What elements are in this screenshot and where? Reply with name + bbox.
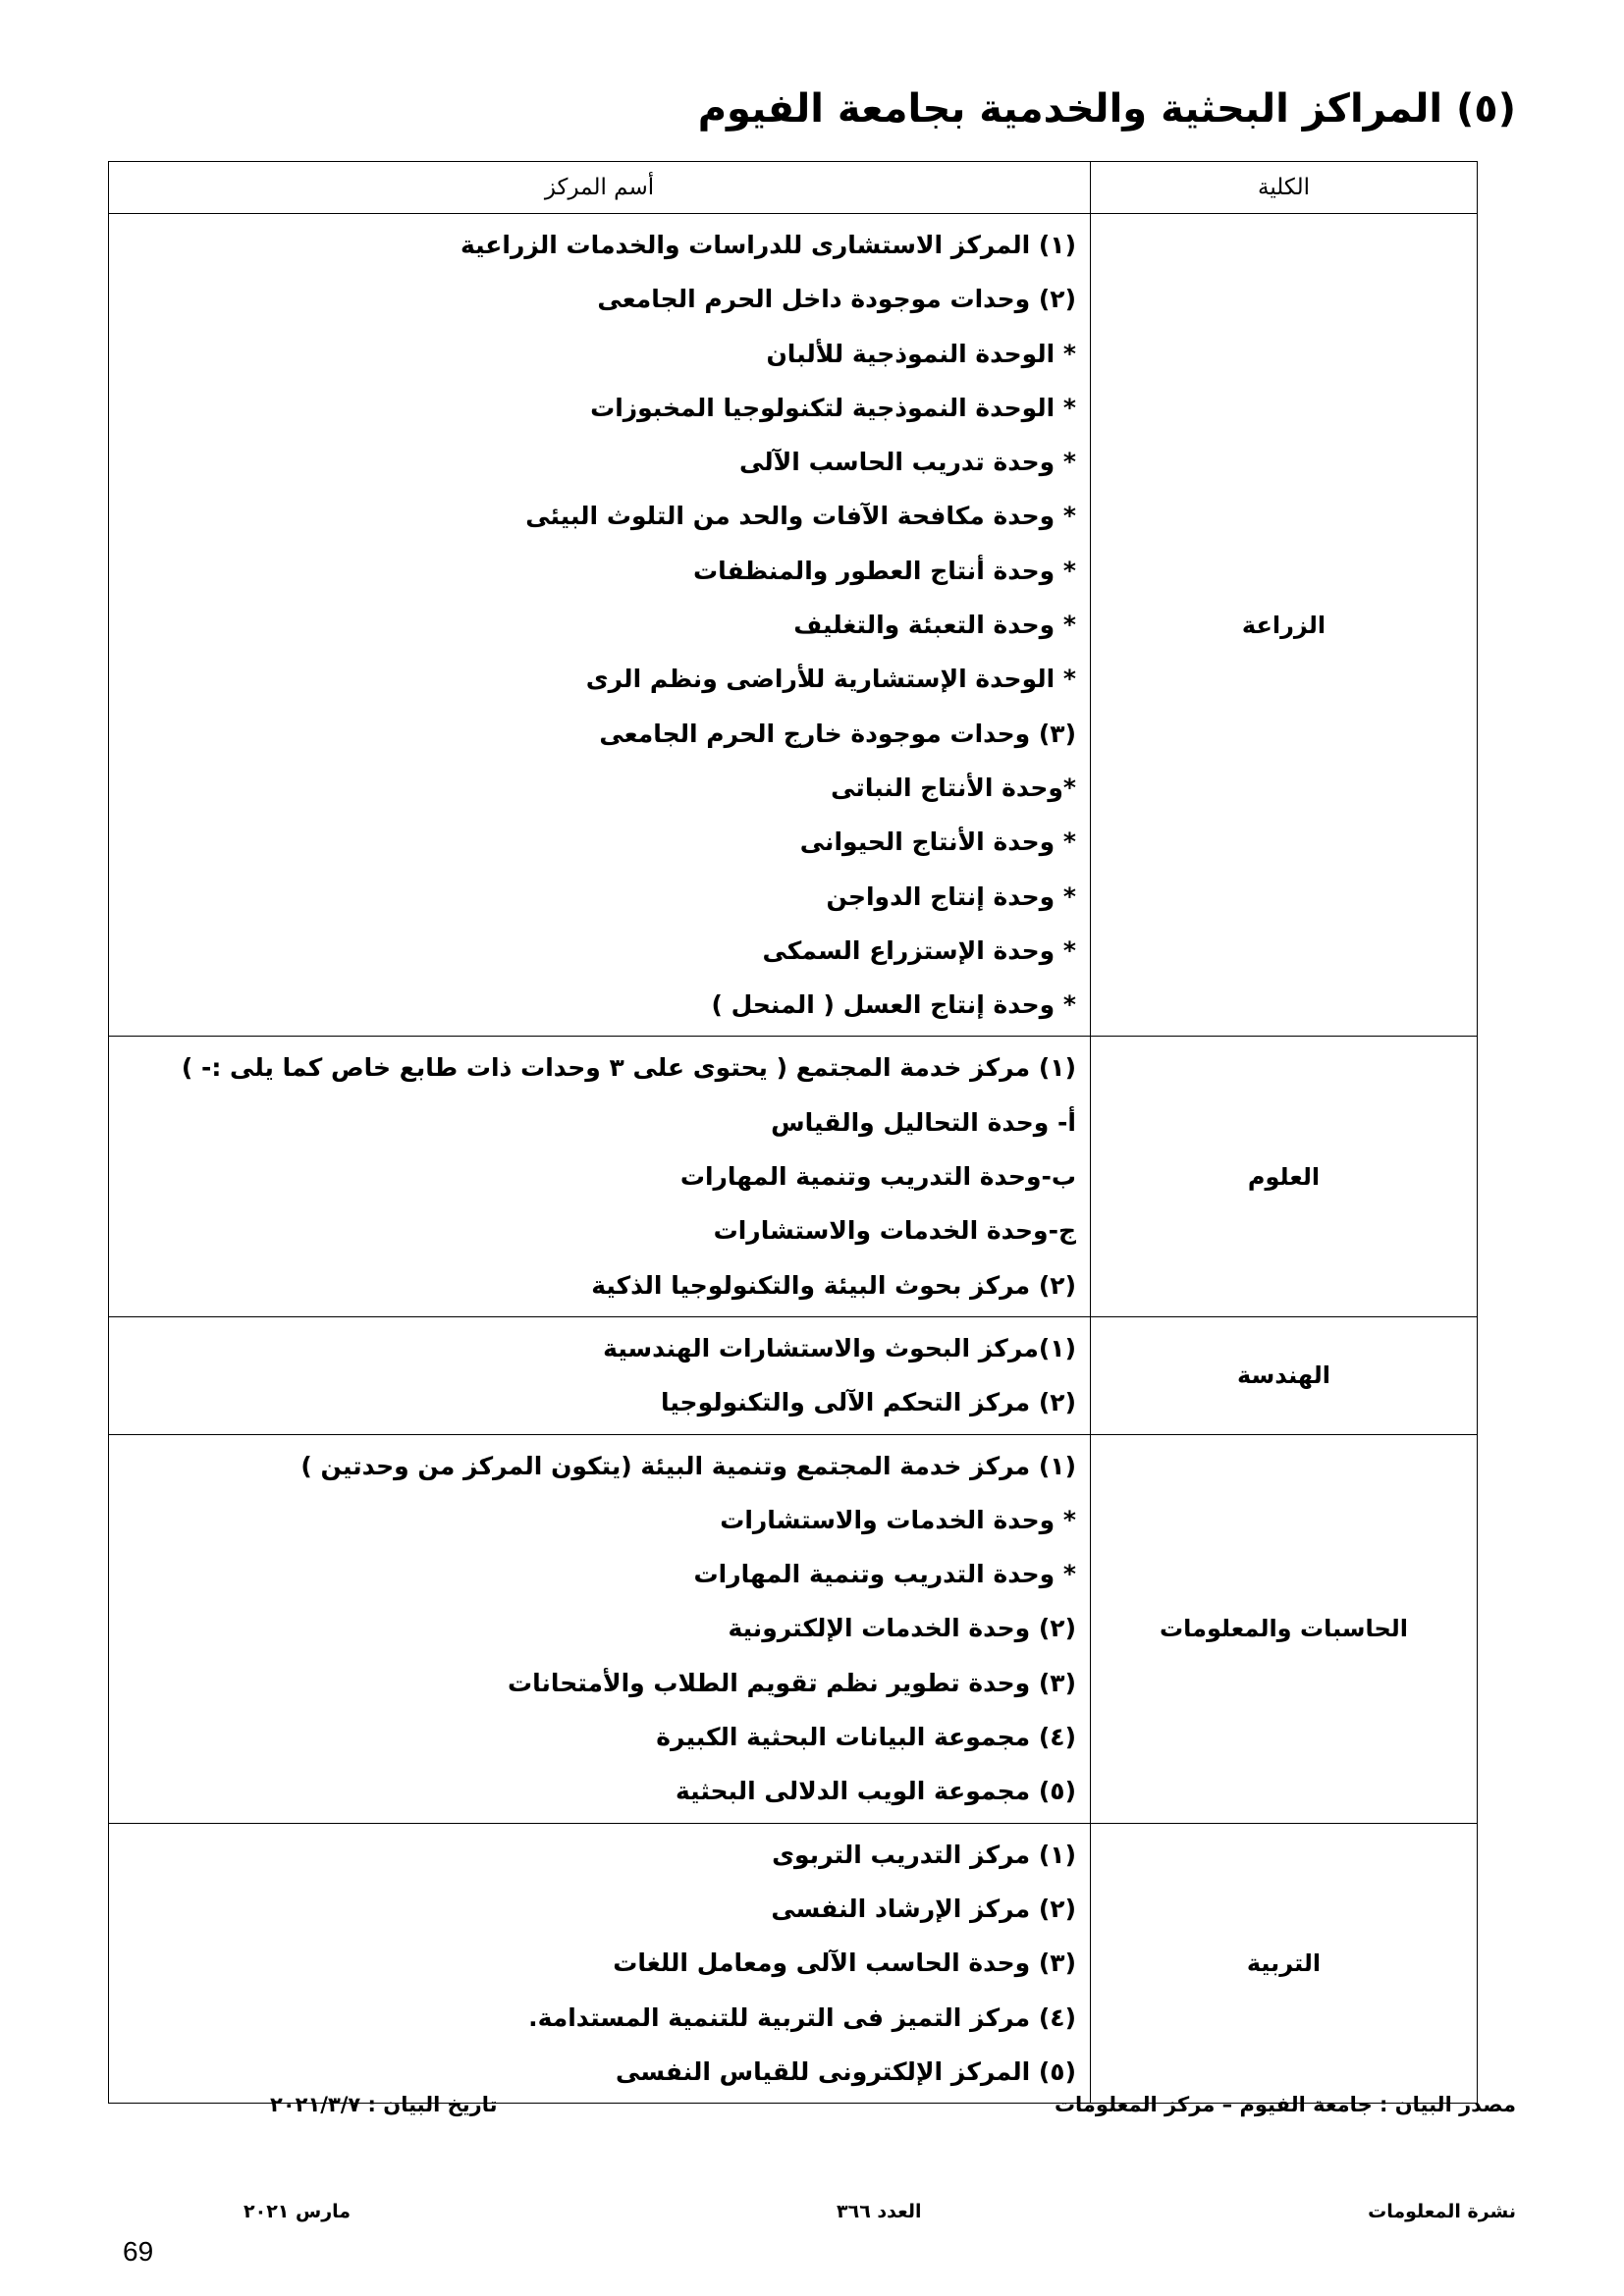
center-item: *وحدة الأنتاج النباتى — [831, 773, 1076, 802]
center-item: (١) المركز الاستشارى للدراسات والخدمات الزراعية — [460, 231, 1076, 259]
center-item: أ- وحدة التحاليل والقياس — [771, 1107, 1076, 1137]
page-title: (٥) المراكز البحثية والخدمية بجامعة الفيوم — [697, 86, 1516, 132]
center-item: (٢) مركز الإرشاد النفسى — [771, 1894, 1076, 1923]
table-row — [109, 1037, 1478, 1316]
header-center-name: أسم المركز — [109, 162, 1091, 214]
center-item: * الوحدة النموذجية للألبان — [766, 339, 1076, 368]
table-row — [109, 214, 1478, 1037]
center-item: ج-وحدة الخدمات والاستشارات — [713, 1216, 1076, 1246]
table-header-row — [109, 162, 1478, 214]
issue-month: مارس ٢٠٢١ — [244, 2201, 352, 2222]
center-item: (٢) وحدة الخدمات الإلكترونية — [728, 1614, 1076, 1643]
data-date: تاريخ البيان : ٢٠٢١/٣/٧ — [270, 2093, 498, 2116]
center-item: (٣) وحدة الحاسب الآلى ومعامل اللغات — [613, 1949, 1076, 1978]
data-source: مصدر البيان : جامعة الفيوم – مركز المعلومات — [1054, 2093, 1516, 2116]
bulletin-name: نشرة المعلومات — [1368, 2201, 1516, 2222]
center-item: (٤) مركز التميز فى التربية للتنمية المستدامة. — [528, 2002, 1076, 2032]
center-item: * وحدة إنتاج العسل ( المنحل ) — [711, 990, 1076, 1020]
table-row — [109, 1823, 1478, 2103]
center-item: * وحدة التدريب وتنمية المهارات — [693, 1560, 1076, 1589]
center-item: (٤) مجموعة البيانات البحثية الكبيرة — [656, 1723, 1076, 1752]
center-list — [109, 1434, 1091, 1823]
center-item: (٥) مجموعة الويب الدلالى البحثية — [675, 1777, 1076, 1806]
center-item: * وحدة الخدمات والاستشارات — [720, 1505, 1076, 1534]
table-row — [109, 1316, 1478, 1434]
page-number: 69 — [123, 2236, 154, 2267]
faculty-name: الزراعة — [1091, 214, 1478, 1037]
center-item: * وحدة تدريب الحاسب الآلى — [739, 448, 1076, 477]
center-item: (١) مركز التدريب التربوى — [772, 1840, 1076, 1869]
issue-number: العدد ٣٦٦ — [837, 2201, 922, 2222]
research-centers-table — [108, 161, 1478, 2104]
center-item: (٢) وحدات موجودة داخل الحرم الجامعى — [597, 285, 1076, 314]
center-list — [109, 1037, 1091, 1316]
center-item: (٢) مركز بحوث البيئة والتكنولوجيا الذكية — [591, 1270, 1076, 1300]
center-item: (٢) مركز التحكم الآلى والتكنولوجيا — [660, 1388, 1076, 1417]
center-item: * الوحدة النموذجية لتكنولوجيا المخبوزات — [590, 393, 1076, 422]
faculty-name: الحاسبات والمعلومات — [1091, 1434, 1478, 1823]
center-item: * وحدة مكافحة الآفات والحد من التلوث البيئى — [525, 502, 1076, 531]
center-item: (٣) وحدة تطوير نظم تقويم الطلاب والأمتحانات — [508, 1668, 1076, 1697]
center-item: * الوحدة الإستشارية للأراضى ونظم الرى — [585, 665, 1076, 694]
center-item: * وحدة الأنتاج الحيوانى — [799, 828, 1076, 857]
faculty-name: الهندسة — [1091, 1316, 1478, 1434]
center-list — [109, 1316, 1091, 1434]
faculty-name: التربية — [1091, 1823, 1478, 2103]
center-item: * وحدة أنتاج العطور والمنظفات — [692, 556, 1076, 585]
center-item: (٥) المركز الإلكترونى للقياس النفسى — [616, 2056, 1076, 2086]
header-faculty: الكلية — [1091, 162, 1478, 214]
center-item: (١) مركز خدمة المجتمع وتنمية البيئة (يتكون المركز من وحدتين ) — [300, 1451, 1076, 1480]
center-item: (١)مركز البحوث والاستشارات الهندسية — [603, 1333, 1076, 1362]
center-item: * وحدة إنتاج الدواجن — [826, 881, 1076, 911]
center-list — [109, 1823, 1091, 2103]
center-item: * وحدة الإستزراع السمكى — [762, 935, 1076, 965]
faculty-name: العلوم — [1091, 1037, 1478, 1316]
center-item: (١) مركز خدمة المجتمع ( يحتوى على ٣ وحدات ذات طابع خاص كما يلى :- ) — [181, 1053, 1076, 1083]
center-item: ب-وحدة التدريب وتنمية المهارات — [679, 1162, 1076, 1192]
center-item: (٣) وحدات موجودة خارج الحرم الجامعى — [599, 719, 1076, 748]
center-list — [109, 214, 1091, 1037]
table-row — [109, 1434, 1478, 1823]
center-item: * وحدة التعبئة والتغليف — [793, 611, 1076, 640]
